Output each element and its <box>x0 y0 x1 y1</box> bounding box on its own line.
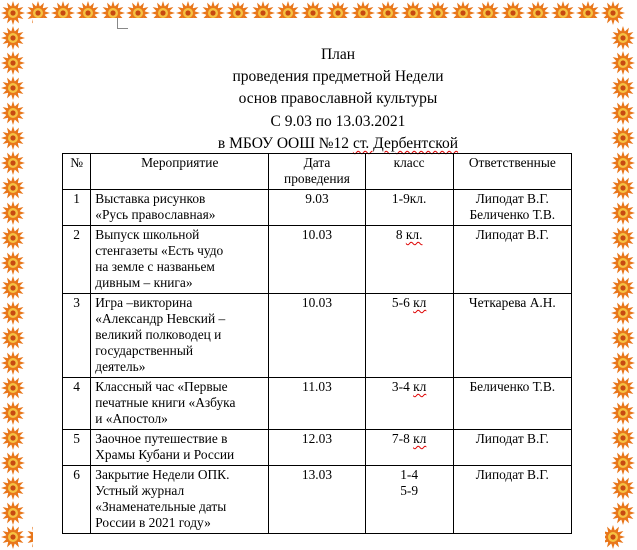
sun-ornament-icon <box>0 100 26 126</box>
cell-date-line: 10.03 <box>301 227 333 242</box>
cell-class-line: 5-6 кл <box>391 295 427 310</box>
cell-num <box>63 226 91 294</box>
cell-num <box>63 190 91 226</box>
sun-ornament-icon <box>610 300 636 326</box>
sun-ornament-icon <box>0 250 26 276</box>
header-responsible: Ответственные <box>453 154 571 190</box>
sun-ornament-icon <box>0 524 26 550</box>
cell-class-line: 1-4 <box>400 467 419 482</box>
cell-num <box>63 466 91 534</box>
cell-class <box>365 190 453 226</box>
cell-class <box>365 294 453 378</box>
sun-ornament-icon <box>610 400 636 426</box>
sun-ornament-icon <box>0 25 26 51</box>
header-date-line-2: проведения <box>284 171 350 186</box>
cell-num-line: 3 <box>73 295 80 310</box>
sun-ornament-icon <box>610 425 636 451</box>
cell-num-line: 6 <box>73 467 80 482</box>
sun-ornament-icon <box>0 325 26 351</box>
cell-event-line: «Александр Невский – <box>95 311 226 326</box>
events-table <box>62 153 572 534</box>
sun-ornament-icon <box>610 350 636 376</box>
cell-num-line: 2 <box>73 227 80 242</box>
cell-date-line: 11.03 <box>302 379 332 394</box>
sun-ornament-icon <box>610 475 636 501</box>
title-school: в МБОУ ООШ №12 <box>217 134 353 152</box>
cell-date-line: 12.03 <box>301 431 333 446</box>
cell-event-line: «Знаменательные даты <box>95 499 227 514</box>
cell-class-line: 1-9кл. <box>391 191 427 206</box>
sun-ornament-icon <box>0 450 26 476</box>
cell-date <box>269 294 365 378</box>
cell-event-line: великий полководец и <box>95 327 222 342</box>
cell-num-line: 5 <box>73 431 80 446</box>
cell-class-line: 7-8 кл <box>391 431 427 446</box>
cell-event-line: государственный <box>95 343 194 358</box>
cell-event-line: Заочное путешествие в <box>95 431 228 446</box>
cell-class-line: 5-9 <box>400 483 419 498</box>
cell-event-line: Выставка рисунков <box>95 191 206 206</box>
cell-event <box>91 378 269 430</box>
title-line-1: План <box>320 46 356 63</box>
sun-ornament-icon <box>0 125 26 151</box>
sun-ornament-icon <box>610 200 636 226</box>
cell-event <box>91 294 269 378</box>
cell-class <box>365 378 453 430</box>
sun-ornament-icon <box>0 0 26 26</box>
table-header-row <box>63 154 572 190</box>
sun-ornament-icon <box>0 500 26 526</box>
table-row <box>63 190 572 226</box>
cell-event-line: России в 2021 году» <box>95 515 211 530</box>
cell-responsible <box>453 226 571 294</box>
sun-ornament-icon <box>610 325 636 351</box>
title-line-5 <box>33 133 637 155</box>
cell-event-line: Игра –викторина <box>95 295 193 310</box>
sun-ornament-icon <box>0 400 26 426</box>
cell-event-line: Устный журнал <box>95 483 185 498</box>
cell-event-line: «Русь православная» <box>95 207 216 222</box>
cell-event-line: на земле с названьем <box>95 259 215 274</box>
cell-num <box>63 430 91 466</box>
cell-responsible-line: Липодат В.Г. <box>475 191 549 206</box>
header-event: Мероприятие <box>91 154 269 190</box>
sun-ornament-icon <box>0 425 26 451</box>
table-row <box>63 378 572 430</box>
title-line-2: проведения предметной Недели <box>232 68 444 86</box>
title-village: ст. Дербентской <box>352 134 459 152</box>
cell-event <box>91 466 269 534</box>
sun-ornament-icon <box>610 225 636 251</box>
sun-ornament-icon <box>0 375 26 401</box>
header-date-line-1: Дата <box>303 155 331 170</box>
cell-event-line: стенгазеты «Есть чудо <box>95 243 224 258</box>
cell-event-line: и «Апостол» <box>95 411 168 426</box>
cell-event <box>91 190 269 226</box>
sun-ornament-icon <box>0 475 26 501</box>
sun-ornament-icon <box>0 300 26 326</box>
header-date <box>269 154 365 190</box>
cell-class <box>365 430 453 466</box>
table-row <box>63 430 572 466</box>
sun-ornament-icon <box>0 75 26 101</box>
sun-ornament-icon <box>0 225 26 251</box>
sun-ornament-icon <box>610 450 636 476</box>
cell-num-line: 1 <box>73 191 80 206</box>
cell-date <box>269 226 365 294</box>
sun-ornament-icon <box>610 375 636 401</box>
cell-num-line: 4 <box>73 379 80 394</box>
cell-event-line: деятель» <box>95 359 146 374</box>
cell-event-line: Выпуск школьной <box>95 227 200 242</box>
sun-ornament-icon <box>610 275 636 301</box>
cell-class-line: 8 кл. <box>395 227 423 242</box>
cell-event <box>91 430 269 466</box>
sun-ornament-icon <box>0 50 26 76</box>
cell-date-line: 10.03 <box>301 295 333 310</box>
table-row <box>63 466 572 534</box>
cell-date <box>269 378 365 430</box>
cell-responsible <box>453 430 571 466</box>
cell-responsible <box>453 378 571 430</box>
cell-responsible-line: Липодат В.Г. <box>475 227 549 242</box>
cell-num <box>63 378 91 430</box>
cell-class-line: 3-4 кл <box>391 379 427 394</box>
header-class: класс <box>365 154 453 190</box>
cell-event <box>91 226 269 294</box>
sun-ornament-icon <box>610 250 636 276</box>
cell-responsible-line: Четкарева А.Н. <box>468 295 556 310</box>
sun-ornament-icon <box>0 350 26 376</box>
text-boundary-mark <box>117 18 128 29</box>
title-line-4: С 9.03 по 13.03.2021 <box>270 112 406 130</box>
sun-ornament-icon <box>610 500 636 526</box>
cell-num <box>63 294 91 378</box>
cell-date-line: 13.03 <box>301 467 333 482</box>
header-num: № <box>63 154 91 190</box>
cell-date <box>269 430 365 466</box>
cell-event-line: Закрытие Недели ОПК. <box>95 467 230 482</box>
cell-event-line: Классный час «Первые <box>95 379 228 394</box>
cell-responsible-line: Липодат В.Г. <box>475 431 549 446</box>
table-row <box>63 226 572 294</box>
title-line-3: основ православной культуры <box>238 90 438 108</box>
cell-date <box>269 190 365 226</box>
cell-class <box>365 226 453 294</box>
sun-ornament-icon <box>0 175 26 201</box>
cell-event-line: печатные книги «Азбука <box>95 395 236 410</box>
page-title <box>33 44 637 155</box>
cell-responsible <box>453 190 571 226</box>
cell-event-line: Храмы Кубани и России <box>95 447 235 462</box>
sun-ornament-icon <box>0 150 26 176</box>
cell-responsible-line: Липодат В.Г. <box>475 467 549 482</box>
sun-ornament-icon <box>0 200 26 226</box>
cell-event-line: дивным – книга» <box>95 275 193 290</box>
cell-class <box>365 466 453 534</box>
cell-responsible <box>453 466 571 534</box>
cell-responsible <box>453 294 571 378</box>
cell-responsible-line: Беличенко Т.В. <box>469 207 556 222</box>
sun-ornament-icon <box>610 175 636 201</box>
table-row <box>63 294 572 378</box>
sun-ornament-icon <box>0 275 26 301</box>
cell-date <box>269 466 365 534</box>
cell-date-line: 9.03 <box>305 191 329 206</box>
cell-responsible-line: Беличенко Т.В. <box>469 379 556 394</box>
